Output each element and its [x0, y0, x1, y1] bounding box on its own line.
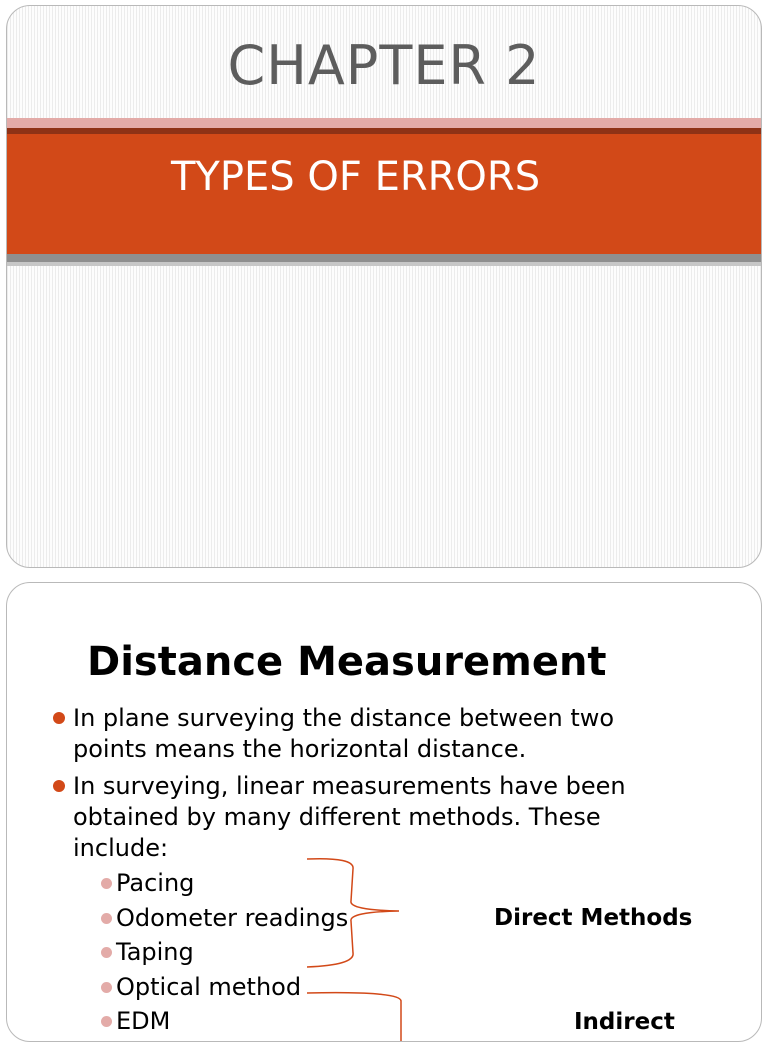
slide-chapter-title	[6, 5, 762, 568]
method-label-text: Pacing	[116, 869, 195, 897]
bullet-line: points means the horizontal distance.	[73, 735, 527, 763]
method-label-text: Odometer readings	[116, 904, 349, 932]
method-brackets	[7, 583, 762, 1042]
bullet-line: include:	[73, 834, 169, 862]
chapter-heading: CHAPTER 2	[227, 34, 541, 97]
slide-distance-measurement	[6, 582, 762, 1042]
bullet-line: In surveying, linear measurements have been	[73, 772, 626, 800]
direct-bracket	[307, 859, 399, 967]
indirect-methods-label: Indirect	[574, 1009, 675, 1035]
method-label-text: EDM	[116, 1007, 171, 1035]
band-accent-light	[7, 118, 761, 128]
bullet-line: obtained by many different methods. These	[73, 803, 601, 831]
slide-title: Distance Measurement	[87, 639, 607, 685]
bullet-line: In plane surveying the distance between two	[73, 704, 615, 732]
chapter-subtitle: TYPES OF ERRORS	[171, 154, 541, 200]
method-label-text: Taping	[116, 938, 194, 966]
band-shadow-light	[7, 262, 761, 266]
band-shadow	[7, 254, 761, 262]
direct-methods-label: Direct Methods	[494, 905, 693, 931]
method-label-text: Optical method	[116, 973, 302, 1001]
indirect-bracket	[307, 993, 401, 1042]
